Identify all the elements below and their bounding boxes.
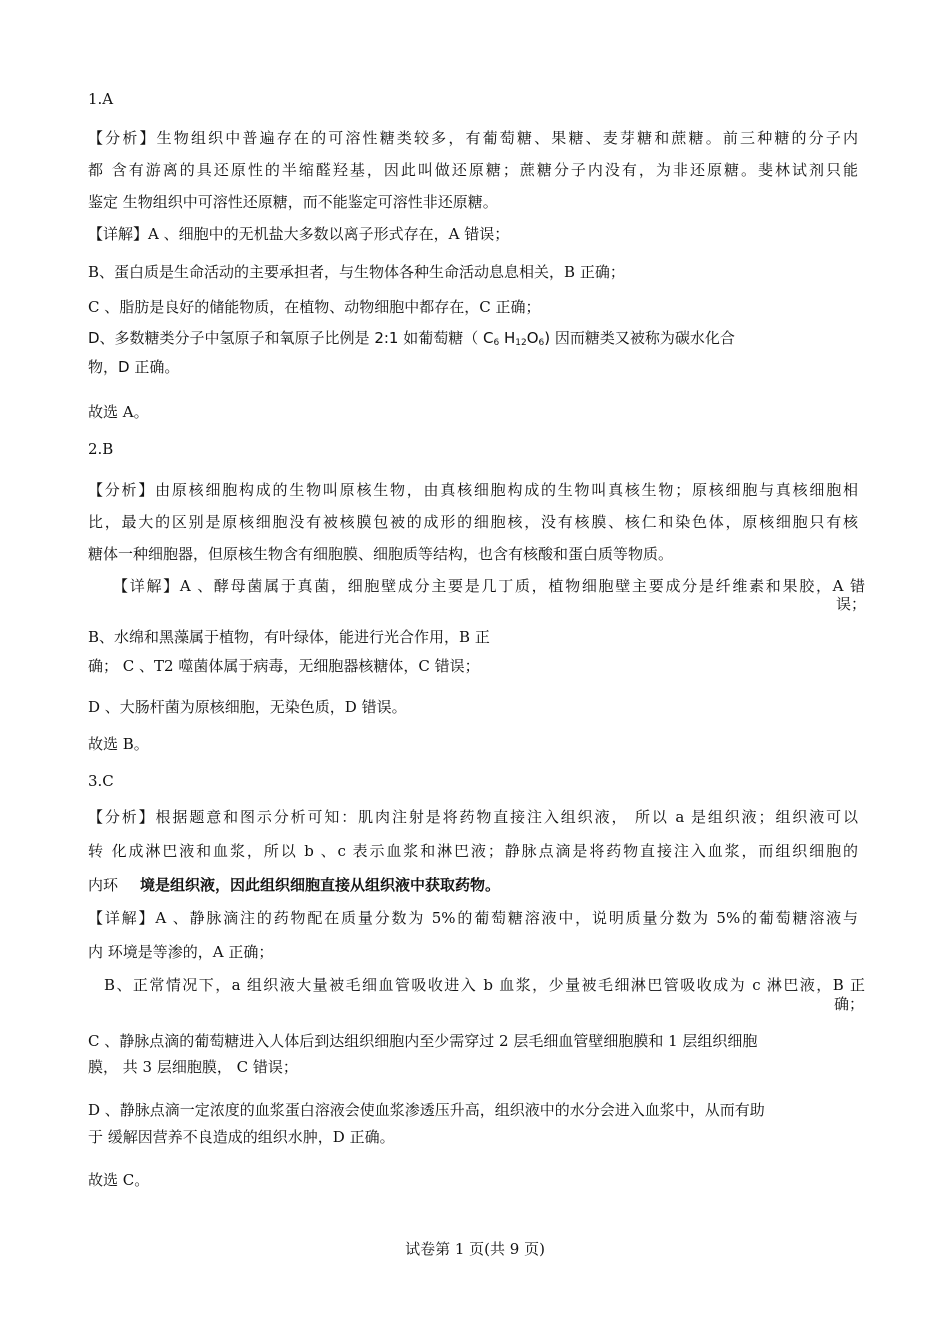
q1-analysis-line-3: 鉴定 生物组织中可溶性还原糖，而不能鉴定可溶性非还原糖。 <box>88 193 498 211</box>
q1-detail-d-pre: D、多数糖类分子中氢原子和氧原子比例是 2:1 如葡萄糖（ C <box>88 329 494 347</box>
q3-detail-a-line-1: 【详解】A 、静脉滴注的药物配在质量分数为 5%的葡萄糖溶液中，说明质量分数为 5%的葡萄糖溶液与 <box>88 909 858 927</box>
q2-analysis-line-1: 【分析】由原核细胞构成的生物叫原核生物，由真核细胞构成的生物叫真核生物；原核细胞与真核细胞相 <box>88 481 858 499</box>
q1-number: 1.A <box>88 90 114 108</box>
q1-detail-d-line-2: 物，D 正确。 <box>88 358 180 376</box>
q3-analysis-line-3 <box>88 874 500 896</box>
q1-detail-b: B、蛋白质是生命活动的主要承担者，与生物体各种生命活动息息相关，B 正确； <box>88 263 625 281</box>
q1-sub-1: 6 <box>493 338 500 348</box>
q1-detail-d-line-1 <box>88 327 735 354</box>
q3-answer: 故选 C。 <box>88 1171 150 1189</box>
q3-detail-b-line-2: 确； <box>834 995 865 1013</box>
q2-answer: 故选 B。 <box>88 735 149 753</box>
q1-detail-d-post: ) 因而糖类又被称为碳水化合 <box>544 329 735 347</box>
q2-detail-b-line-2: 确； C 、T2 噬菌体属于病毒，无细胞器核糖体，C 错误； <box>88 657 480 675</box>
q2-detail-b-line-1: B、水绵和黑藻属于植物，有叶绿体，能进行光合作用，B 正 <box>88 628 490 646</box>
q1-answer: 故选 A。 <box>88 403 149 421</box>
q3-analysis-line-2: 转 化成淋巴液和血浆，所以 b 、c 表示血浆和淋巴液；静脉点滴是将药物直接注入血浆，而组织细胞的 <box>88 842 858 860</box>
q1-sub-3: 6 <box>538 338 545 348</box>
q3-analysis-line-3-b: 境是组织液，因此组织细胞直接从组织液中获取药物。 <box>140 876 501 894</box>
q2-number: 2.B <box>88 440 114 458</box>
q2-analysis-line-2: 比，最大的区别是原核细胞没有被核膜包被的成形的细胞核，没有核膜、核仁和染色体，原核细胞只有核 <box>88 513 858 531</box>
q1-detail-a: 【详解】A 、细胞中的无机盐大多数以离子形式存在，A 错误； <box>88 225 510 243</box>
q1-detail-d-mid-1: H <box>499 329 516 347</box>
q1-detail-d-mid-2: O <box>526 329 539 347</box>
q1-detail-c: C 、脂肪是良好的储能物质，在植物、动物细胞中都存在，C 正确； <box>88 298 541 316</box>
q3-analysis-line-1: 【分析】根据题意和图示分析可知：肌肉注射是将药物直接注入组织液， 所以 a 是组织液；组织液可以 <box>88 808 858 826</box>
q3-detail-a-line-2: 内 环境是等渗的，A 正确； <box>88 943 274 961</box>
page-footer: 试卷第 1 页(共 9 页) <box>405 1240 545 1258</box>
q2-detail-d: D 、大肠杆菌为原核细胞，无染色质，D 错误。 <box>88 698 407 716</box>
q3-number: 3.C <box>88 772 114 790</box>
q3-analysis-line-3-a: 内环 <box>88 876 119 894</box>
q1-sub-2: 12 <box>515 338 527 348</box>
q2-detail-a-line-1: 【详解】A 、酵母菌属于真菌，细胞壁成分主要是几丁质，植物细胞壁主要成分是纤维素和果胶，A 错 <box>113 577 865 595</box>
q2-analysis-line-3: 糖体一种细胞器，但原核生物含有细胞膜、细胞质等结构，也含有核酸和蛋白质等物质。 <box>88 545 674 563</box>
q3-detail-d-line-2: 于 缓解因营养不良造成的组织水肿，D 正确。 <box>88 1128 395 1146</box>
q3-detail-c-line-2: 膜， 共 3 层细胞膜， C 错误； <box>88 1058 298 1076</box>
q2-detail-a-line-2: 误； <box>836 595 867 613</box>
q3-detail-c-line-1: C 、静脉点滴的葡萄糖进入人体后到达组织细胞内至少需穿过 2 层毛细血管壁细胞膜和 1 层组织细胞 <box>88 1032 758 1050</box>
q3-detail-b-line-1: B、正常情况下，a 组织液大量被毛细血管吸收进入 b 血浆，少量被毛细淋巴管吸收成为 c 淋巴液，B 正 <box>104 976 865 994</box>
q1-analysis-line-2: 都 含有游离的具还原性的半缩醛羟基，因此叫做还原糖；蔗糖分子内没有，为非还原糖。斐林试剂只能 <box>88 161 858 179</box>
q1-analysis-line-1: 【分析】生物组织中普遍存在的可溶性糖类较多，有葡萄糖、果糖、麦芽糖和蔗糖。前三种糖的分子内 <box>88 129 858 147</box>
q3-detail-d-line-1: D 、静脉点滴一定浓度的血浆蛋白溶液会使血浆渗透压升高，组织液中的水分会进入血浆中，从而有助 <box>88 1101 765 1119</box>
